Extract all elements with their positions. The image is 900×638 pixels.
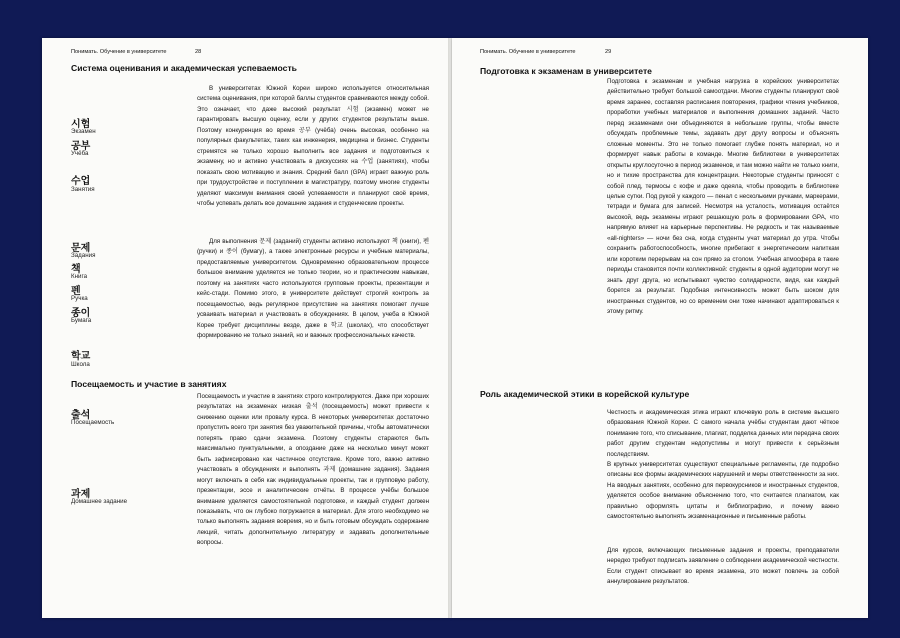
body-paragraph: Честность и академическая этика играют ключевую роль в системе высшего образования Южной Кореи. С самого начала учёбы студентам дают чёткое понимание того, что списывание, плагиат, подделка данных или передача своих работ другим студентам недопустимы и могут привести к серьёзным последствиям. [607,409,839,458]
glossary-translation: Ручка [71,295,88,302]
glossary-translation: Задания [71,252,96,259]
glossary-translation: Домашнее задание [71,498,128,505]
page-number: 29 [605,49,612,55]
glossary-korean-term: 출석 [71,410,91,421]
glossary-translation: Посещаемость [71,419,115,426]
glossary-korean-term: 학교 [71,351,91,362]
body-paragraph: Подготовка к экзаменам и учебная нагрузка в корейских университетах действительно требует большой самоотдачи. Многие студенты планируют своё время заранее, составляя расписания повторения, графики чтения учебников, проработки учебных материалов и выполнения домашних заданий. Часто перед экзаменами они объединяются в небольшие группы, чтобы вместе обсуждать проблемные темы, задавать друг другу вопросы и объяснять сложные моменты. Это не только помогает глубже понять материал, но и формирует навык работы в команде. Многие библиотеки в университетах открыты круглосуточно в период экзаменов, и там можно найти не только книги, но и тихие пространства для концентрации. Некоторые студенты приносят с собой плед, термосы с кофе и даже одеяла, чтобы проводить в библиотеке целые сутки. Под рукой у каждого — пенал с несколькими ручками, маркерами, тетради и бумага для записей. Несмотря на усталость, мотивация остаётся высокой, ведь экзамены играют решающую роль в формировании GPA, что напрямую влияет на карьерные перспективы. Не редкость и так называемые «all-nighters» — ночи без сна, когда студенты учат материал до утра. Чтобы сохранить работоспособность, многие прибегают к энергетическим напиткам или коротким перерывам на сон прямо за столом. Учебная атмосфера в такие периоды становится почти коллективной: студенты в одной аудитории могут не знать друг друга, но испытывают чувство солидарности, видя, как каждый борется за результат. Подобная интенсивность может быть шоком для иностранных студентов, но со временем они тоже начинают адаптироваться к этому ритму. [607,78,839,315]
body-paragraph: Для курсов, включающих письменные задания и проекты, преподаватели нередко требуют подписать заявление о соблюдении академической честности. Если студент списывает во время экзамена, это может повлечь за собой аннулирование результатов. [607,547,839,586]
page-number: 28 [195,49,202,55]
glossary-korean-term: 책 [71,264,81,275]
glossary-translation: Занятия [71,186,95,193]
glossary-korean-term: 과제 [71,489,91,500]
glossary-korean-term: 종이 [71,308,91,319]
glossary-korean-term: 수업 [71,176,91,187]
section-heading: Роль академической этики в корейской культуре [480,389,690,399]
glossary-translation: Бумага [71,317,92,324]
glossary-korean-term: 펜 [71,286,81,297]
glossary-translation: Книга [71,273,88,280]
section-heading: Посещаемость и участие в занятиях [71,379,227,389]
body-paragraph: Для выполнения 문제 (заданий) студенты активно используют 책 (книги), 펜 (ручки) и 종이 (бумагу), а также электронные ресурсы и учебные материалы, предоставляемые университетом. Одновременно образовательном процессе большое внимание уделяется не только теории, но и практическим навыкам, поэтому на занятиях часто используются групповые проекты, презентации и кейс-стади. Помимо этого, в университете действует строгий контроль за посещаемостью, ведь регулярное присутствие на занятиях помогает лучше усваивать материал и участвовать в обсуждениях. В целом, учеба в Южной Корее требует дисциплины везде, даже в 학교 (школах), что способствует формированию не только знаний, но и важных профессиональных качеств. [197,238,429,340]
glossary-translation: Экзамен [71,128,96,135]
glossary-translation: Учёба [71,150,89,157]
body-paragraph: В крупных университетах существуют специальные регламенты, где подробно описаны все формы академических нарушений и меры ответственности за них. На вводных занятиях, особенно для первокурсников и иностранных студентов, уделяется особое внимание объяснению того, что считается плагиатом, как правильно оформлять цитаты и библиографию, и почему важно самостоятельно выполнять экзаменационные и письменные работы. [607,461,839,521]
running-head: Понимать. Обучение в университете [480,49,576,55]
section-heading: Система оценивания и академическая успеваемость [71,63,297,73]
glossary-korean-term: 문제 [71,243,91,254]
right-page [452,38,868,618]
body-paragraph: Посещаемость и участие в занятиях строго контролируются. Даже при хороших результатах на экзаменах низкая 출석 (посещаемость) может привести к снижению оценки или провалу курса. В некоторых университетах достаточно пропустить всего три занятия без уважительной причины, чтобы автоматически потерять право сдачи экзамена. Поэтому студенты стараются быть максимально пунктуальными, а опоздание даже на несколько минут может быть зафиксировано как частичное отсутствие. Кроме того, важно активно участвовать в обсуждениях и выполнять 과제 (домашние задания). Задания могут включать в себя как индивидуальные проекты, так и групповую работу, презентации, эссе и аналитические отчёты. В процессе учёбы большое внимание уделяется самостоятельной подготовке, и каждый студент должен показывать, что он глубоко погружается в материал. Для этого необходимо не только выполнять задания вовремя, но и быть готовым обсуждать содержание лекций, читать дополнительную литературу и задавать дополнительные вопросы. [197,393,429,547]
glossary-korean-term: 공부 [71,141,91,152]
left-page [42,38,450,618]
running-head: Понимать. Обучение в университете [71,49,167,55]
section-heading: Подготовка к экзаменам в университете [480,66,652,76]
body-paragraph: В университетах Южной Кореи широко используется относительная система оценивания, при которой баллы студентов сравниваются между собой. Это означает, что даже высокий результат 시험 (экзамен) может не гарантировать высшую оценку, если у других студентов результаты выше. Поэтому конкуренция во время 공부 (учёба) очень высокая, особенно на популярных факультетах, таких как инженерия, медицина и бизнес. Студенты стремятся не только хорошо выполнить все задания и подготовиться к экзамену, но и активно участвовать в дискуссиях на 수업 (занятиях), чтобы показать свою мотивацию и знания. Средний балл (GPA) играет важную роль при трудоустройстве и поступлении в магистратуру, поэтому многие студенты уделяют максимум внимания своей успеваемости и планируют своё время, чтобы успевать делать все домашние задания и студенческие проекты. [197,85,429,207]
glossary-korean-term: 시험 [71,119,91,130]
glossary-translation: Школа [71,361,90,368]
